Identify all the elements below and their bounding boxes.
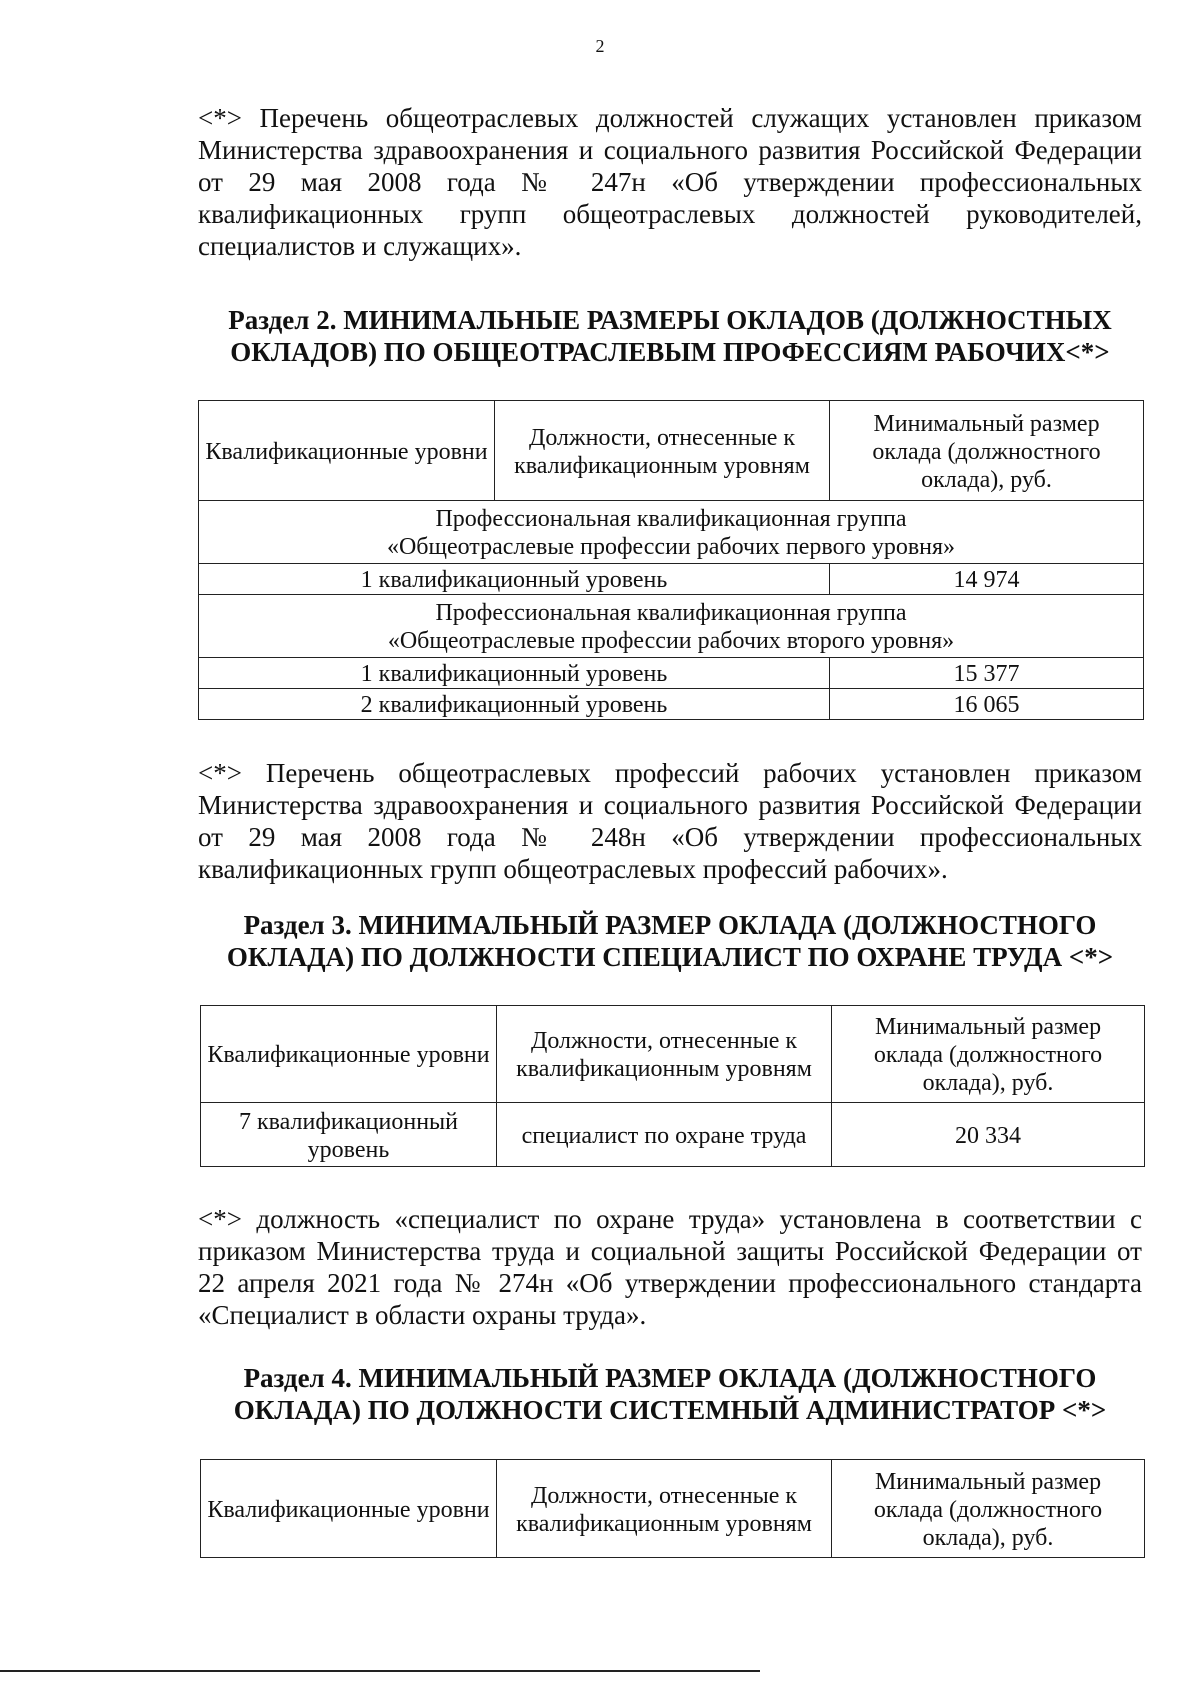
- bottom-rule: [0, 1670, 760, 1672]
- group-row: [199, 595, 1144, 658]
- table-header-row: [199, 401, 1144, 501]
- header-salary: Минимальный размер оклада (должностного оклада), руб.: [830, 401, 1144, 501]
- group-2-title: Профессиональная квалификационная группа: [435, 600, 907, 626]
- table-header-row: [201, 1460, 1145, 1558]
- group-row: [199, 501, 1144, 564]
- group-1-title: Профессиональная квалификационная группа: [435, 506, 907, 532]
- section-2-table: [198, 400, 1144, 720]
- page-number: 2: [595, 36, 605, 56]
- header-levels: Квалификационные уровни: [201, 1006, 497, 1103]
- level-cell: 1 квалификационный уровень: [199, 564, 830, 595]
- header-positions: Должности, отнесенные к квалификационным уровням: [497, 1006, 832, 1103]
- header-salary: Минимальный размер оклада (должностного оклада), руб.: [832, 1460, 1145, 1558]
- salary-cell: 20 334: [832, 1103, 1145, 1167]
- footnote-labor-safety: <*> должность «специалист по охране труда» установлена в соответствии с приказом Министерства труда и социальной защиты Российской Федерации от 22 апреля 2021 года № 274н «Об утверждении профессионального стандарта «Специалист в области охраны труда».: [198, 1204, 1142, 1330]
- section-4-table: [200, 1459, 1145, 1558]
- position-cell: специалист по охране труда: [497, 1103, 832, 1167]
- header-levels: Квалификационные уровни: [199, 401, 495, 501]
- salary-cell: 16 065: [830, 689, 1144, 720]
- salary-cell: 14 974: [830, 564, 1144, 595]
- section-4-heading: Раздел 4. МИНИМАЛЬНЫЙ РАЗМЕР ОКЛАДА (ДОЛЖНОСТНОГО ОКЛАДА) ПО ДОЛЖНОСТИ СИСТЕМНЫЙ АДМИНИСТРАТОР <*>: [233, 1363, 1107, 1425]
- table-row: [199, 658, 1144, 689]
- section-3-table: [200, 1005, 1145, 1167]
- footnote-general-positions: <*> Перечень общеотраслевых должностей служащих установлен приказом Министерства здравоохранения и социального развития Российской Федерации от 29 мая 2008 года № 247н «Об утверждении профессиональных квалификационных групп общеотраслевых должностей руководителей, специалистов и служащих».: [198, 103, 1142, 261]
- table-header-row: [201, 1006, 1145, 1103]
- footnote-worker-professions: <*> Перечень общеотраслевых профессий рабочих установлен приказом Министерства здравоохранения и социального развития Российской Федерации от 29 мая 2008 года № 248н «Об утверждении профессиональных квалификационных групп общеотраслевых профессий рабочих».: [198, 758, 1142, 884]
- header-levels: Квалификационные уровни: [201, 1460, 497, 1558]
- header-positions: Должности, отнесенные к квалификационным уровням: [497, 1460, 832, 1558]
- section-2-heading: Раздел 2. МИНИМАЛЬНЫЕ РАЗМЕРЫ ОКЛАДОВ (ДОЛЖНОСТНЫХ ОКЛАДОВ) ПО ОБЩЕОТРАСЛЕВЫМ ПРОФЕССИЯМ РАБОЧИХ<*>: [228, 305, 1112, 367]
- level-cell: 2 квалификационный уровень: [199, 689, 830, 720]
- section-3-heading: Раздел 3. МИНИМАЛЬНЫЙ РАЗМЕР ОКЛАДА (ДОЛЖНОСТНОГО ОКЛАДА) ПО ДОЛЖНОСТИ СПЕЦИАЛИСТ ПО ОХРАНЕ ТРУДА <*>: [226, 910, 1114, 972]
- level-cell: 1 квалификационный уровень: [199, 658, 830, 689]
- level-cell: 7 квалификационный уровень: [201, 1103, 497, 1167]
- group-1-name: «Общеотраслевые профессии рабочих первого уровня»: [386, 534, 956, 560]
- header-positions: Должности, отнесенные к квалификационным уровням: [495, 401, 830, 501]
- group-2-name: «Общеотраслевые профессии рабочих второго уровня»: [387, 628, 955, 654]
- group-2-cell: [199, 595, 1144, 658]
- table-row: [201, 1103, 1145, 1167]
- table-row: [199, 564, 1144, 595]
- header-salary: Минимальный размер оклада (должностного оклада), руб.: [832, 1006, 1145, 1103]
- table-row: [199, 689, 1144, 720]
- salary-cell: 15 377: [830, 658, 1144, 689]
- group-1-cell: [199, 501, 1144, 564]
